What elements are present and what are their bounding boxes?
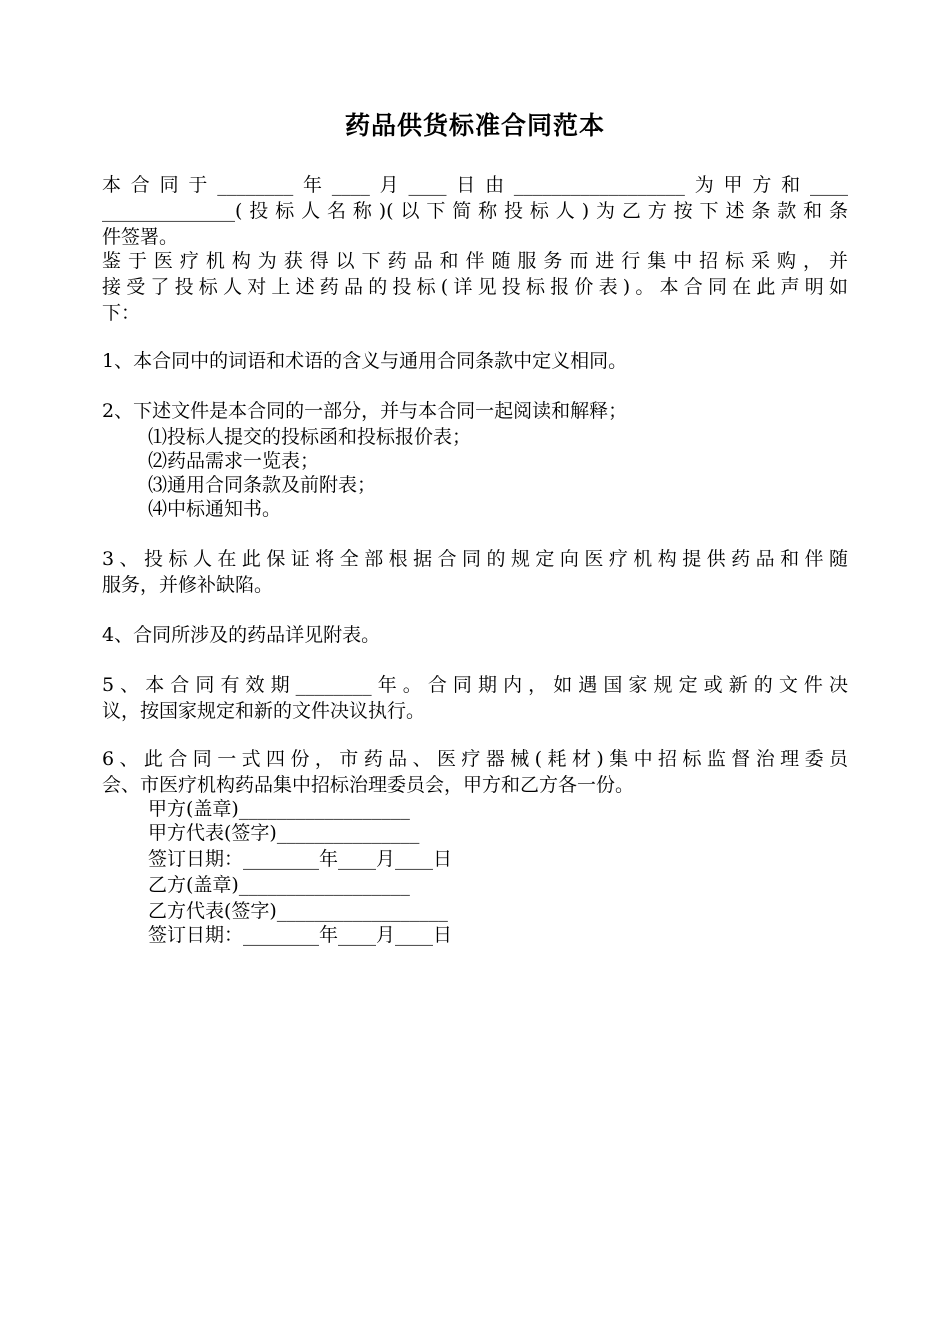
- document-line: 会、市医疗机构药品集中招标治理委员会，甲方和乙方各一份。: [102, 774, 635, 796]
- document-line: 下：: [102, 302, 141, 324]
- document-line: 6、此合同一式四份，市药品、医疗器械(耗材)集中招标监督治理委员: [102, 748, 848, 770]
- document-line: 本合同于________年____月____日由__________________为甲方和____: [102, 174, 848, 196]
- document-line: 甲方(盖章)__________________: [148, 798, 410, 820]
- document-line: 接受了投标人对上述药品的投标(详见投标报价表)。本合同在此声明如: [102, 276, 848, 298]
- document-line: ⑵药品需求一览表；: [148, 450, 320, 472]
- document-line: 签订日期：________年____月____日: [148, 924, 453, 946]
- document-line: 件签署。: [102, 226, 179, 248]
- document-line: 签订日期：________年____月____日: [148, 848, 453, 870]
- document-line: 5、本合同有效期________年。合同期内，如遇国家规定或新的文件决: [102, 674, 848, 696]
- document-line: 1、本合同中的词语和术语的含义与通用合同条款中定义相同。: [102, 350, 628, 372]
- document-line: 议，按国家规定和新的文件决议执行。: [102, 700, 426, 722]
- document-line: ⑶通用合同条款及前附表；: [148, 474, 377, 496]
- document-line: 乙方代表(签字)__________________: [148, 900, 448, 922]
- document-line: ⑴投标人提交的投标函和投标报价表；: [148, 426, 472, 448]
- document-line: 服务，并修补缺陷。: [102, 574, 274, 596]
- document-line: 4、合同所涉及的药品详见附表。: [102, 624, 381, 646]
- document-title: 药品供货标准合同范本: [344, 111, 605, 140]
- document-line: 甲方代表(签字)_______________: [148, 822, 420, 844]
- document-line: ______________(投标人名称)(以下简称投标人)为乙方按下述条款和条: [102, 200, 848, 222]
- document-line: 乙方(盖章)__________________: [148, 874, 410, 896]
- document-line: 鉴于医疗机构为获得以下药品和伴随服务而进行集中招标采购，并: [102, 250, 848, 272]
- document-line: ⑷中标通知书。: [148, 498, 282, 520]
- document-line: 2、下述文件是本合同的一部分，并与本合同一起阅读和解释；: [102, 400, 628, 422]
- document-line: 3、投标人在此保证将全部根据合同的规定向医疗机构提供药品和伴随: [102, 548, 848, 570]
